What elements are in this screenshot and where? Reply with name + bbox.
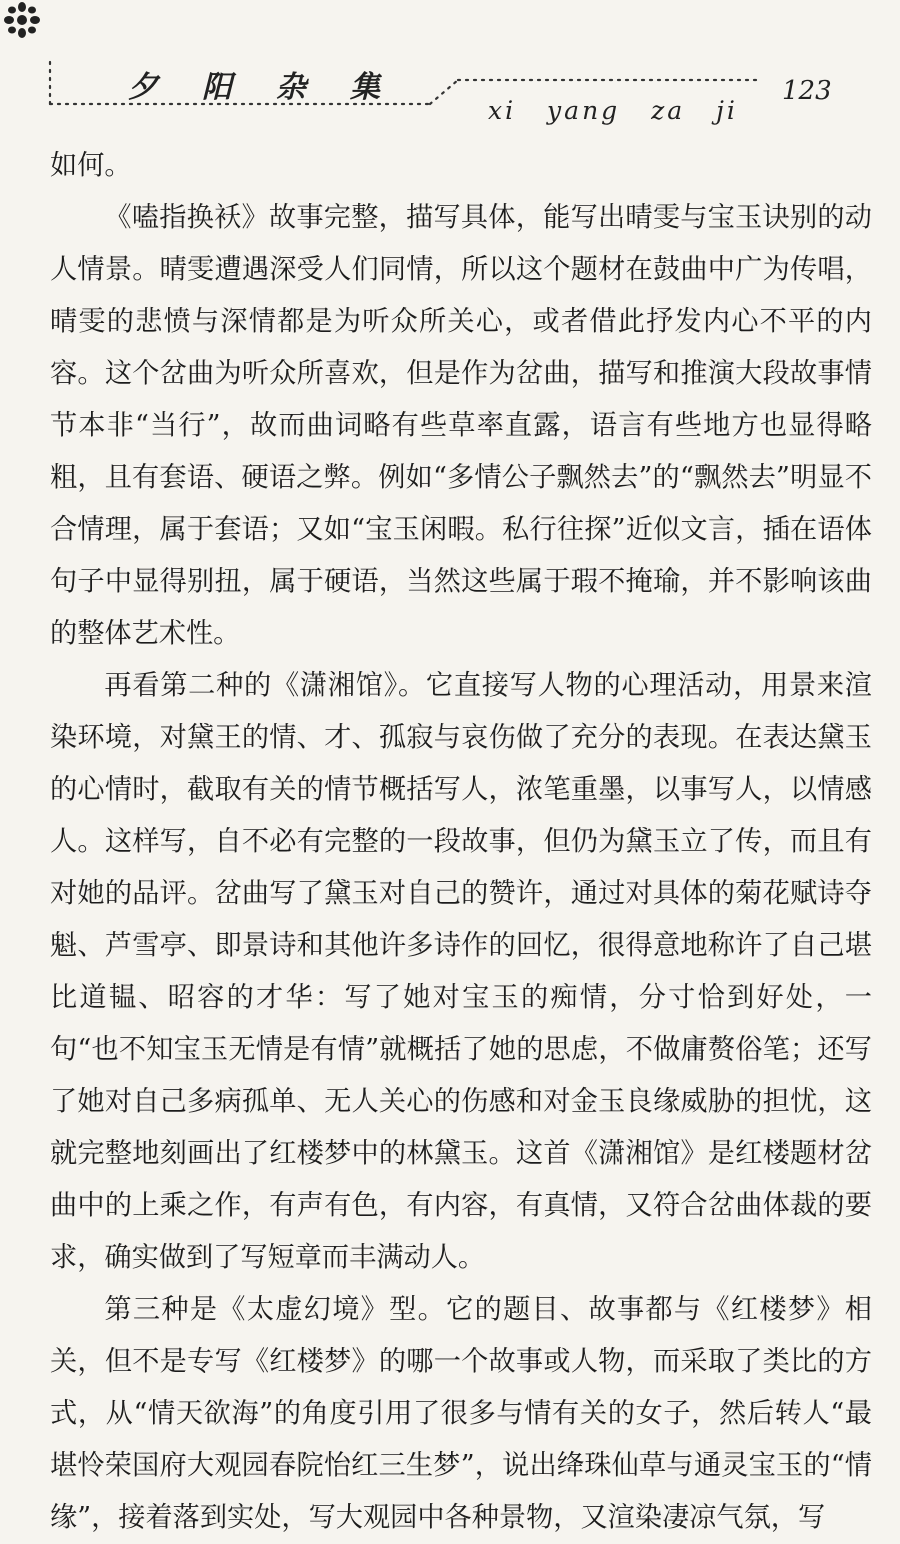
paragraph: 《嗑指换袄》故事完整，描写具体，能写出晴雯与宝玉诀别的动人情景。晴雯遭遇深受人们同情，所以这个题材在鼓曲中广为传唱，晴雯的悲愤与深情都是为听众所关心，或者借此抒发内心不平的内容。这个岔曲为听众所喜欢，但是作为岔曲，描写和推演大段故事情节本非“当行”，故而曲词略有些草率直露，语言有些地方也显得略粗，且有套语、硬语之弊。例如“多情公子飘然去”的“飘然去”明显不合情理，属于套语；又如“宝玉闲暇。私行往探”近似文言，插在语体句子中显得别扭，属于硬语，当然这些属于瑕不掩瑜，并不影响该曲的整体艺术性。 [50, 202, 872, 649]
paragraph: 第三种是《太虚幻境》型。它的题目、故事都与《红楼梦》相关，但不是专写《红楼梦》的哪一个故事或人物，而采取了类比的方式，从“情天欲海”的角度引用了很多与情有关的女子，然后转人“最堪怜荣国府大观园春院怡红三生梦”，说出绛珠仙草与通灵宝玉的“情缘”，接着落到实处，写大观园中各种景物，又渲染凄凉气氛，写 [50, 1294, 872, 1533]
running-header [0, 0, 900, 140]
book-title-pinyin: xi yang za ji [488, 96, 738, 125]
paragraph: 再看第二种的《潇湘馆》。它直接写人物的心理活动，用景来渲染环境，对黛王的情、才、孤寂与哀伤做了充分的表现。在表达黛玉的心情时，截取有关的情节概括写人，浓笔重墨，以事写人，以情感人。这样写，自不必有完整的一段故事，但仍为黛玉立了传，而且有对她的品评。岔曲写了黛玉对自己的赞许，通过对具体的菊花赋诗夺魁、芦雪亭、即景诗和其他许多诗作的回忆，很得意地称许了自己堪比道韫、昭容的才华：写了她对宝玉的痴情，分寸恰到好处，一句“也不知宝玉无情是有情”就概括了她的思虑，不做庸赘俗笔；还写了她对自己多病孤单、无人关心的伤感和对金玉良缘威胁的担忧，这就完整地刻画出了红楼梦中的林黛玉。这首《潇湘馆》是红楼题材岔曲中的上乘之作，有声有色，有内容，有真情，又符合岔曲体裁的要求，确实做到了写短章而丰满动人。 [50, 670, 872, 1273]
book-title: 夕阳杂集 [128, 70, 424, 105]
page-number: 123 [782, 76, 832, 106]
paragraph-continuation: 如何。 [50, 150, 132, 181]
flower-ornament-icon [0, 0, 44, 40]
body-text [50, 140, 872, 1544]
